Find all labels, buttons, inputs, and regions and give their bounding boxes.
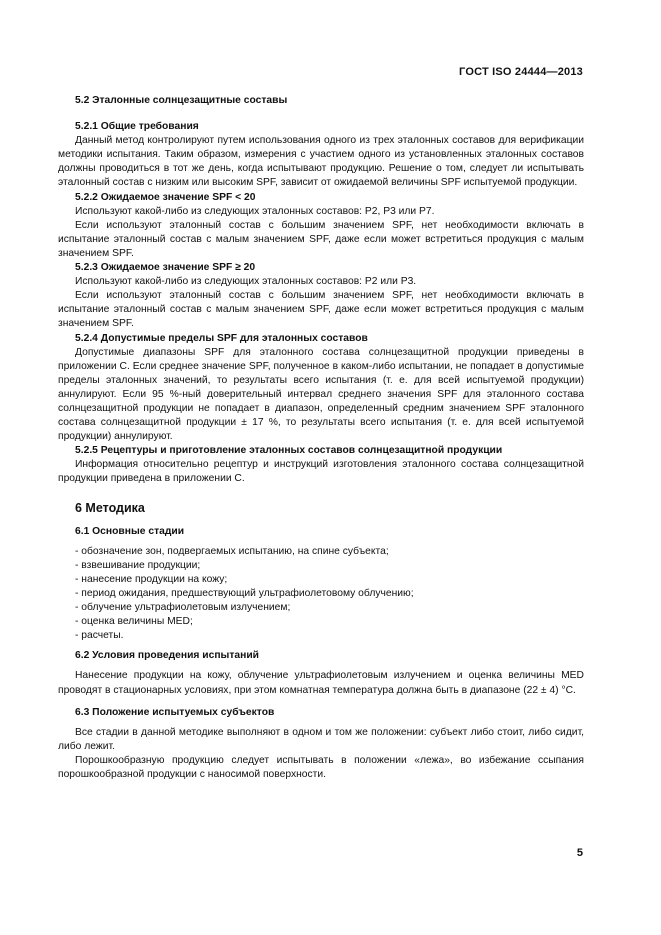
section-heading-6: 6 Методика bbox=[75, 500, 145, 515]
paragraph: Используют какой-либо из следующих эталонных составов: Р2 или Р3. bbox=[75, 276, 417, 288]
list-item: - период ожидания, предшествующий ультрафиолетовому облучению; bbox=[75, 588, 414, 599]
section-heading-5-2-4: 5.2.4 Допустимые пределы SPF для эталонных составов bbox=[75, 332, 368, 344]
list-item: - оценка величины MED; bbox=[75, 616, 193, 628]
stages-list bbox=[58, 545, 584, 644]
paragraph: Если используют эталонный состав с большим значением SPF, нет необходимости включать в испытание эталонный состав с малым значением SPF, даже если может встретиться продукция с малым значением SPF. bbox=[58, 219, 584, 259]
list-item: - нанесение продукции на кожу; bbox=[75, 573, 228, 585]
section-heading-6-3: 6.3 Положение испытуемых субъектов bbox=[75, 706, 275, 718]
page-number: 5 bbox=[576, 847, 583, 859]
section-heading-5-2-5: 5.2.5 Рецептуры и приготовление эталонных составов солнцезащитной продукции bbox=[75, 445, 503, 457]
paragraph: Все стадии в данной методике выполняют в одном и том же положении: субъект либо стоит, либо сидит, либо лежит. bbox=[58, 726, 584, 752]
paragraph: Если используют эталонный состав с большим значением SPF, нет необходимости включать в испытание эталонный состав с малым значением SPF, даже если может встретиться продукция с малым значением SPF. bbox=[58, 290, 584, 330]
list-item: - обозначение зон, подвергаемых испытанию, на спине субъекта; bbox=[75, 545, 389, 557]
paragraph: Данный метод контролируют путем использования одного из трех эталонных составов для верификации методики испытания. Таким образом, измерения с участием одного из установленных эталонных составов должны проводиться в тот же день, когда испытывают продукцию. Решение о том, следует ли испытывать эталонный состав с низким или высоким SPF, зависит от ожидаемой величины SPF испытуемой продукции. bbox=[58, 135, 584, 189]
list-item: - облучение ультрафиолетовым излучением; bbox=[75, 602, 291, 614]
paragraph: Информация относительно рецептур и инструкций изготовления эталонного состава солнцезащитной продукции приведена в приложении С. bbox=[58, 459, 584, 485]
section-heading-6-1: 6.1 Основные стадии bbox=[75, 525, 185, 537]
document-header: ГОСТ ISO 24444—2013 bbox=[459, 66, 583, 78]
section-heading-5-2: 5.2 Эталонные солнцезащитные составы bbox=[75, 95, 288, 106]
list-item: - взвешивание продукции; bbox=[75, 559, 201, 571]
paragraph: Нанесение продукции на кожу, облучение ультрафиолетовым излучением и оценка величины MED проводят в стационарных условиях, при этом комнатная температура должна быть в диапазоне (22 ± 4) °С. bbox=[58, 670, 584, 696]
section-heading-5-2-1: 5.2.1 Общие требования bbox=[75, 121, 199, 133]
paragraph: Используют какой-либо из следующих эталонных составов: Р2, Р3 или Р7. bbox=[75, 205, 435, 217]
paragraph: Порошкообразную продукцию следует испытывать в положении «лежа», во избежание ссыпания порошкообразной продукции с наносимой поверхности. bbox=[58, 754, 584, 781]
section-heading-5-2-3: 5.2.3 Ожидаемое значение SPF ≥ 20 bbox=[75, 262, 256, 274]
list-item: - расчеты. bbox=[75, 630, 124, 642]
paragraph: Допустимые диапазоны SPF для эталонного состава солнцезащитной продукции приведены в приложении С. Если среднее значение SPF, полученное в каком-либо испытании, не попадает в допустимые пределы эталонных значений, то результаты всего испытания (т. е. для всей испытуемой продукции) аннулируют. Если 95 %-ный доверительный интервал среднего значения SPF для эталонного состава солнцезащитной продукции не попадает в диапазон, определенный средним значением SPF эталонного состава солнцезащитной продукции ± 17 %, то результаты всего испытания (т. е. для всей испытуемой продукции) аннулируют. bbox=[58, 346, 584, 443]
section-heading-5-2-2: 5.2.2 Ожидаемое значение SPF < 20 bbox=[75, 191, 256, 203]
section-heading-6-2: 6.2 Условия проведения испытаний bbox=[75, 650, 260, 662]
document-body bbox=[58, 94, 584, 782]
